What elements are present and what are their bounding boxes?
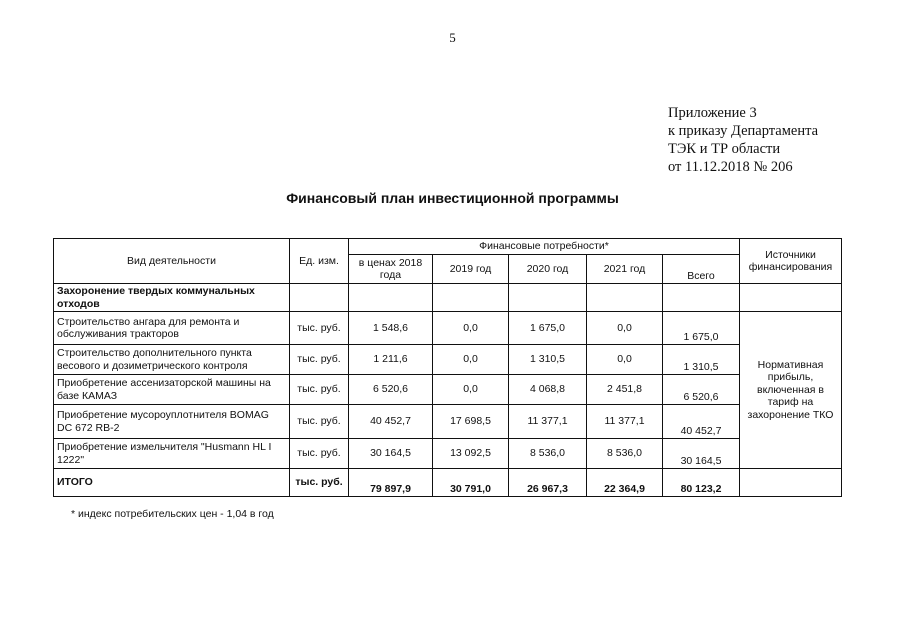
- row-unit: тыс. руб.: [290, 345, 349, 375]
- page-number: 5: [449, 30, 456, 45]
- table-row: [54, 345, 842, 375]
- total-row: [54, 469, 842, 497]
- row-name: Приобретение мусороуплотнителя BOMAG DC 672 RB-2: [54, 405, 290, 439]
- funding-source: Нормативная прибыль, включенная в тариф на захоронение ТКО: [740, 312, 842, 469]
- appendix-line-2: к приказу Департамента: [668, 123, 819, 139]
- row-unit: тыс. руб.: [290, 375, 349, 405]
- row-2019: 0,0: [433, 345, 509, 375]
- header-activity: Вид деятельности: [54, 239, 290, 284]
- row-2019: 0,0: [433, 375, 509, 405]
- row-name: Приобретение ассенизаторской машины на базе КАМАЗ: [54, 375, 290, 405]
- table-row: [54, 405, 842, 439]
- row-2019: 0,0: [433, 312, 509, 345]
- financial-plan-table: [53, 238, 842, 497]
- total-unit: тыс. руб.: [290, 469, 349, 497]
- appendix-block: [668, 104, 818, 176]
- row-total: 40 452,7: [663, 405, 740, 439]
- table-row: [54, 375, 842, 405]
- row-2021: 2 451,8: [587, 375, 663, 405]
- row-p2018: 1 211,6: [349, 345, 433, 375]
- header-unit: Ед. изм.: [290, 239, 349, 284]
- row-2021: 0,0: [587, 345, 663, 375]
- row-2021: 11 377,1: [587, 405, 663, 439]
- header-financial-needs: Финансовые потребности*: [349, 239, 740, 255]
- row-2020: 1 675,0: [509, 312, 587, 345]
- row-name: Приобретение измельчителя "Husmann HL I 1222": [54, 439, 290, 469]
- row-2021: 0,0: [587, 312, 663, 345]
- header-sources: Источники финансирования: [740, 239, 842, 284]
- table-row: [54, 439, 842, 469]
- row-p2018: 6 520,6: [349, 375, 433, 405]
- appendix-line-1: Приложение 3: [668, 105, 757, 121]
- row-unit: тыс. руб.: [290, 439, 349, 469]
- total-p2018: 79 897,9: [349, 469, 433, 497]
- row-2019: 13 092,5: [433, 439, 509, 469]
- row-total: 6 520,6: [663, 375, 740, 405]
- row-unit: тыс. руб.: [290, 312, 349, 345]
- row-p2018: 40 452,7: [349, 405, 433, 439]
- row-2020: 11 377,1: [509, 405, 587, 439]
- header-total: Всего: [663, 255, 740, 284]
- total-label: ИТОГО: [54, 469, 290, 497]
- total-2019: 30 791,0: [433, 469, 509, 497]
- section-title: Захоронение твердых коммунальных отходов: [54, 284, 290, 312]
- row-name: Строительство дополнительного пункта весового и дозиметрического контроля: [54, 345, 290, 375]
- header-2021: 2021 год: [587, 255, 663, 284]
- row-p2018: 1 548,6: [349, 312, 433, 345]
- header-2019: 2019 год: [433, 255, 509, 284]
- document-title: Финансовый план инвестиционной программы: [286, 190, 619, 206]
- header-prices-2018: в ценах 2018 года: [349, 255, 433, 284]
- row-total: 1 675,0: [663, 312, 740, 345]
- row-total: 30 164,5: [663, 439, 740, 469]
- appendix-line-3: ТЭК и ТР области: [668, 141, 781, 157]
- row-2020: 4 068,8: [509, 375, 587, 405]
- section-row: [54, 284, 842, 312]
- row-2020: 1 310,5: [509, 345, 587, 375]
- total-2021: 22 364,9: [587, 469, 663, 497]
- table-row: [54, 312, 842, 345]
- row-2020: 8 536,0: [509, 439, 587, 469]
- total-all: 80 123,2: [663, 469, 740, 497]
- footnote: * индекс потребительских цен - 1,04 в год: [71, 508, 274, 520]
- row-unit: тыс. руб.: [290, 405, 349, 439]
- row-name: Строительство ангара для ремонта и обслуживания тракторов: [54, 312, 290, 345]
- row-2019: 17 698,5: [433, 405, 509, 439]
- row-p2018: 30 164,5: [349, 439, 433, 469]
- row-2021: 8 536,0: [587, 439, 663, 469]
- header-2020: 2020 год: [509, 255, 587, 284]
- appendix-line-4: от 11.12.2018 № 206: [668, 159, 793, 175]
- row-total: 1 310,5: [663, 345, 740, 375]
- total-2020: 26 967,3: [509, 469, 587, 497]
